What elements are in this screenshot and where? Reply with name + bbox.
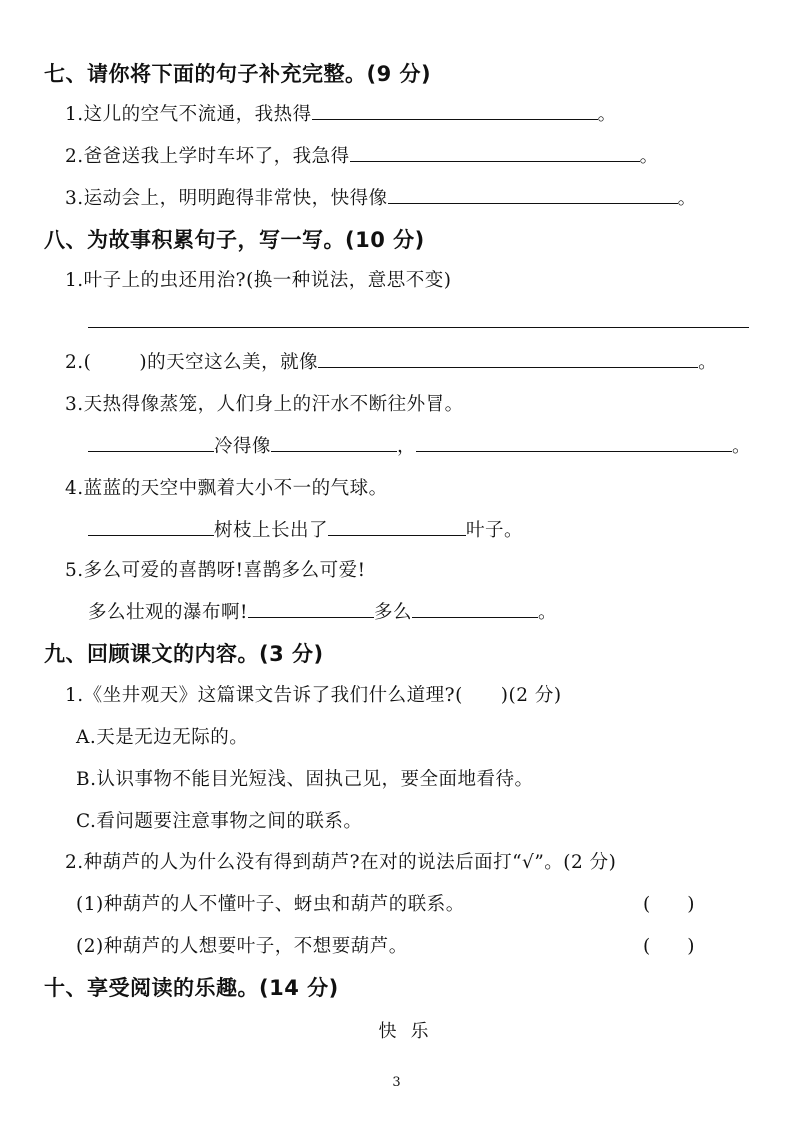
answer-blank[interactable] — [248, 601, 374, 618]
s7-question-2 — [65, 142, 659, 168]
s9-q1-score: )(2 分) — [500, 685, 562, 706]
s8-q2-text: )的天空这么美，就像 — [139, 352, 319, 373]
s9-q1-text: 1.《坐井观天》这篇课文告诉了我们什么道理?( — [65, 685, 463, 706]
s8-q3-fill-line — [88, 432, 751, 458]
s8-q3-mid1: 冷得像 — [214, 436, 272, 457]
s7-q3-end: 。 — [677, 188, 697, 209]
s8-q5-text: 5.多么可爱的喜鹊呀!喜鹊多么可爱! — [65, 560, 366, 581]
section-9-heading: 九、回顾课文的内容。(3 分) — [44, 642, 324, 666]
s8-q2-open: 2.( — [65, 352, 92, 373]
s8-q4-end: 叶子。 — [466, 520, 524, 541]
s8-q4-text: 4.蓝蓝的天空中飘着大小不一的气球。 — [65, 478, 388, 499]
s8-q4-mid: 树枝上长出了 — [214, 520, 329, 541]
s7-question-3 — [65, 184, 697, 210]
answer-blank[interactable] — [328, 519, 466, 536]
s8-question-2 — [65, 348, 717, 374]
s7-question-1 — [65, 100, 617, 126]
s7-q1-end: 。 — [597, 104, 617, 125]
answer-blank[interactable] — [318, 351, 698, 368]
s7-q1-text: 1.这儿的空气不流通，我热得 — [65, 104, 312, 125]
s8-q3-text: 3.天热得像蒸笼，人们身上的汗水不断往外冒。 — [65, 394, 464, 415]
s8-q5-a: 多么壮观的瀑布啊! — [88, 602, 248, 623]
s9-question-2: 2.种葫芦的人为什么没有得到葫芦?在对的说法后面打“√”。(2 分) — [65, 852, 617, 873]
s8-q4-fill-line — [88, 516, 523, 542]
answer-blank[interactable] — [88, 435, 214, 452]
answer-blank[interactable] — [388, 187, 678, 204]
answer-blank[interactable] — [350, 145, 640, 162]
s8-q2-end: 。 — [698, 352, 718, 373]
option-c: C.看问题要注意事物之间的联系。 — [76, 811, 363, 832]
answer-blank[interactable] — [88, 519, 214, 536]
answer-blank[interactable] — [412, 601, 538, 618]
s8-q3-end: 。 — [732, 436, 752, 457]
section-8-heading: 八、为故事积累句子，写一写。(10 分) — [44, 228, 425, 252]
s8-question-1 — [65, 266, 452, 292]
s9-question-1 — [65, 681, 562, 707]
s8-q5-mid: 多么 — [373, 602, 412, 623]
answer-blank[interactable] — [271, 435, 397, 452]
section-7-heading: 七、请你将下面的句子补充完整。(9 分) — [44, 62, 432, 86]
s8-q5-fill-line — [88, 598, 557, 624]
judge-item-1: (1)种葫芦的人不懂叶子、蚜虫和葫芦的联系。 — [76, 894, 465, 915]
s8-q1-text: 1.叶子上的虫还用治?(换一种说法，意思不变) — [65, 270, 452, 291]
s8-question-5 — [65, 556, 366, 582]
answer-blank[interactable] — [416, 435, 732, 452]
s8-question-3 — [65, 390, 464, 416]
s7-q2-text: 2.爸爸送我上学时车坏了，我急得 — [65, 146, 350, 167]
answer-line[interactable] — [88, 327, 749, 328]
judge-answer-paren-2[interactable]: ( ) — [643, 936, 695, 957]
page-number: 3 — [392, 1075, 401, 1090]
section-10-heading: 十、享受阅读的乐趣。(14 分) — [44, 976, 339, 1000]
judge-item-2: (2)种葫芦的人想要叶子，不想要葫芦。 — [76, 936, 408, 957]
s7-q2-end: 。 — [639, 146, 659, 167]
option-b: B.认识事物不能目光短浅、固执己见，要全面地看待。 — [76, 769, 534, 790]
answer-blank[interactable] — [312, 103, 598, 120]
s7-q3-text: 3.运动会上，明明跑得非常快，快得像 — [65, 188, 388, 209]
passage-title: 快乐 — [378, 1021, 443, 1042]
s8-q3-mid2: ， — [397, 436, 417, 457]
option-a: A.天是无边无际的。 — [76, 727, 249, 748]
s8-q5-end: 。 — [537, 602, 557, 623]
s8-question-4 — [65, 474, 388, 500]
judge-answer-paren-1[interactable]: ( ) — [643, 894, 695, 915]
